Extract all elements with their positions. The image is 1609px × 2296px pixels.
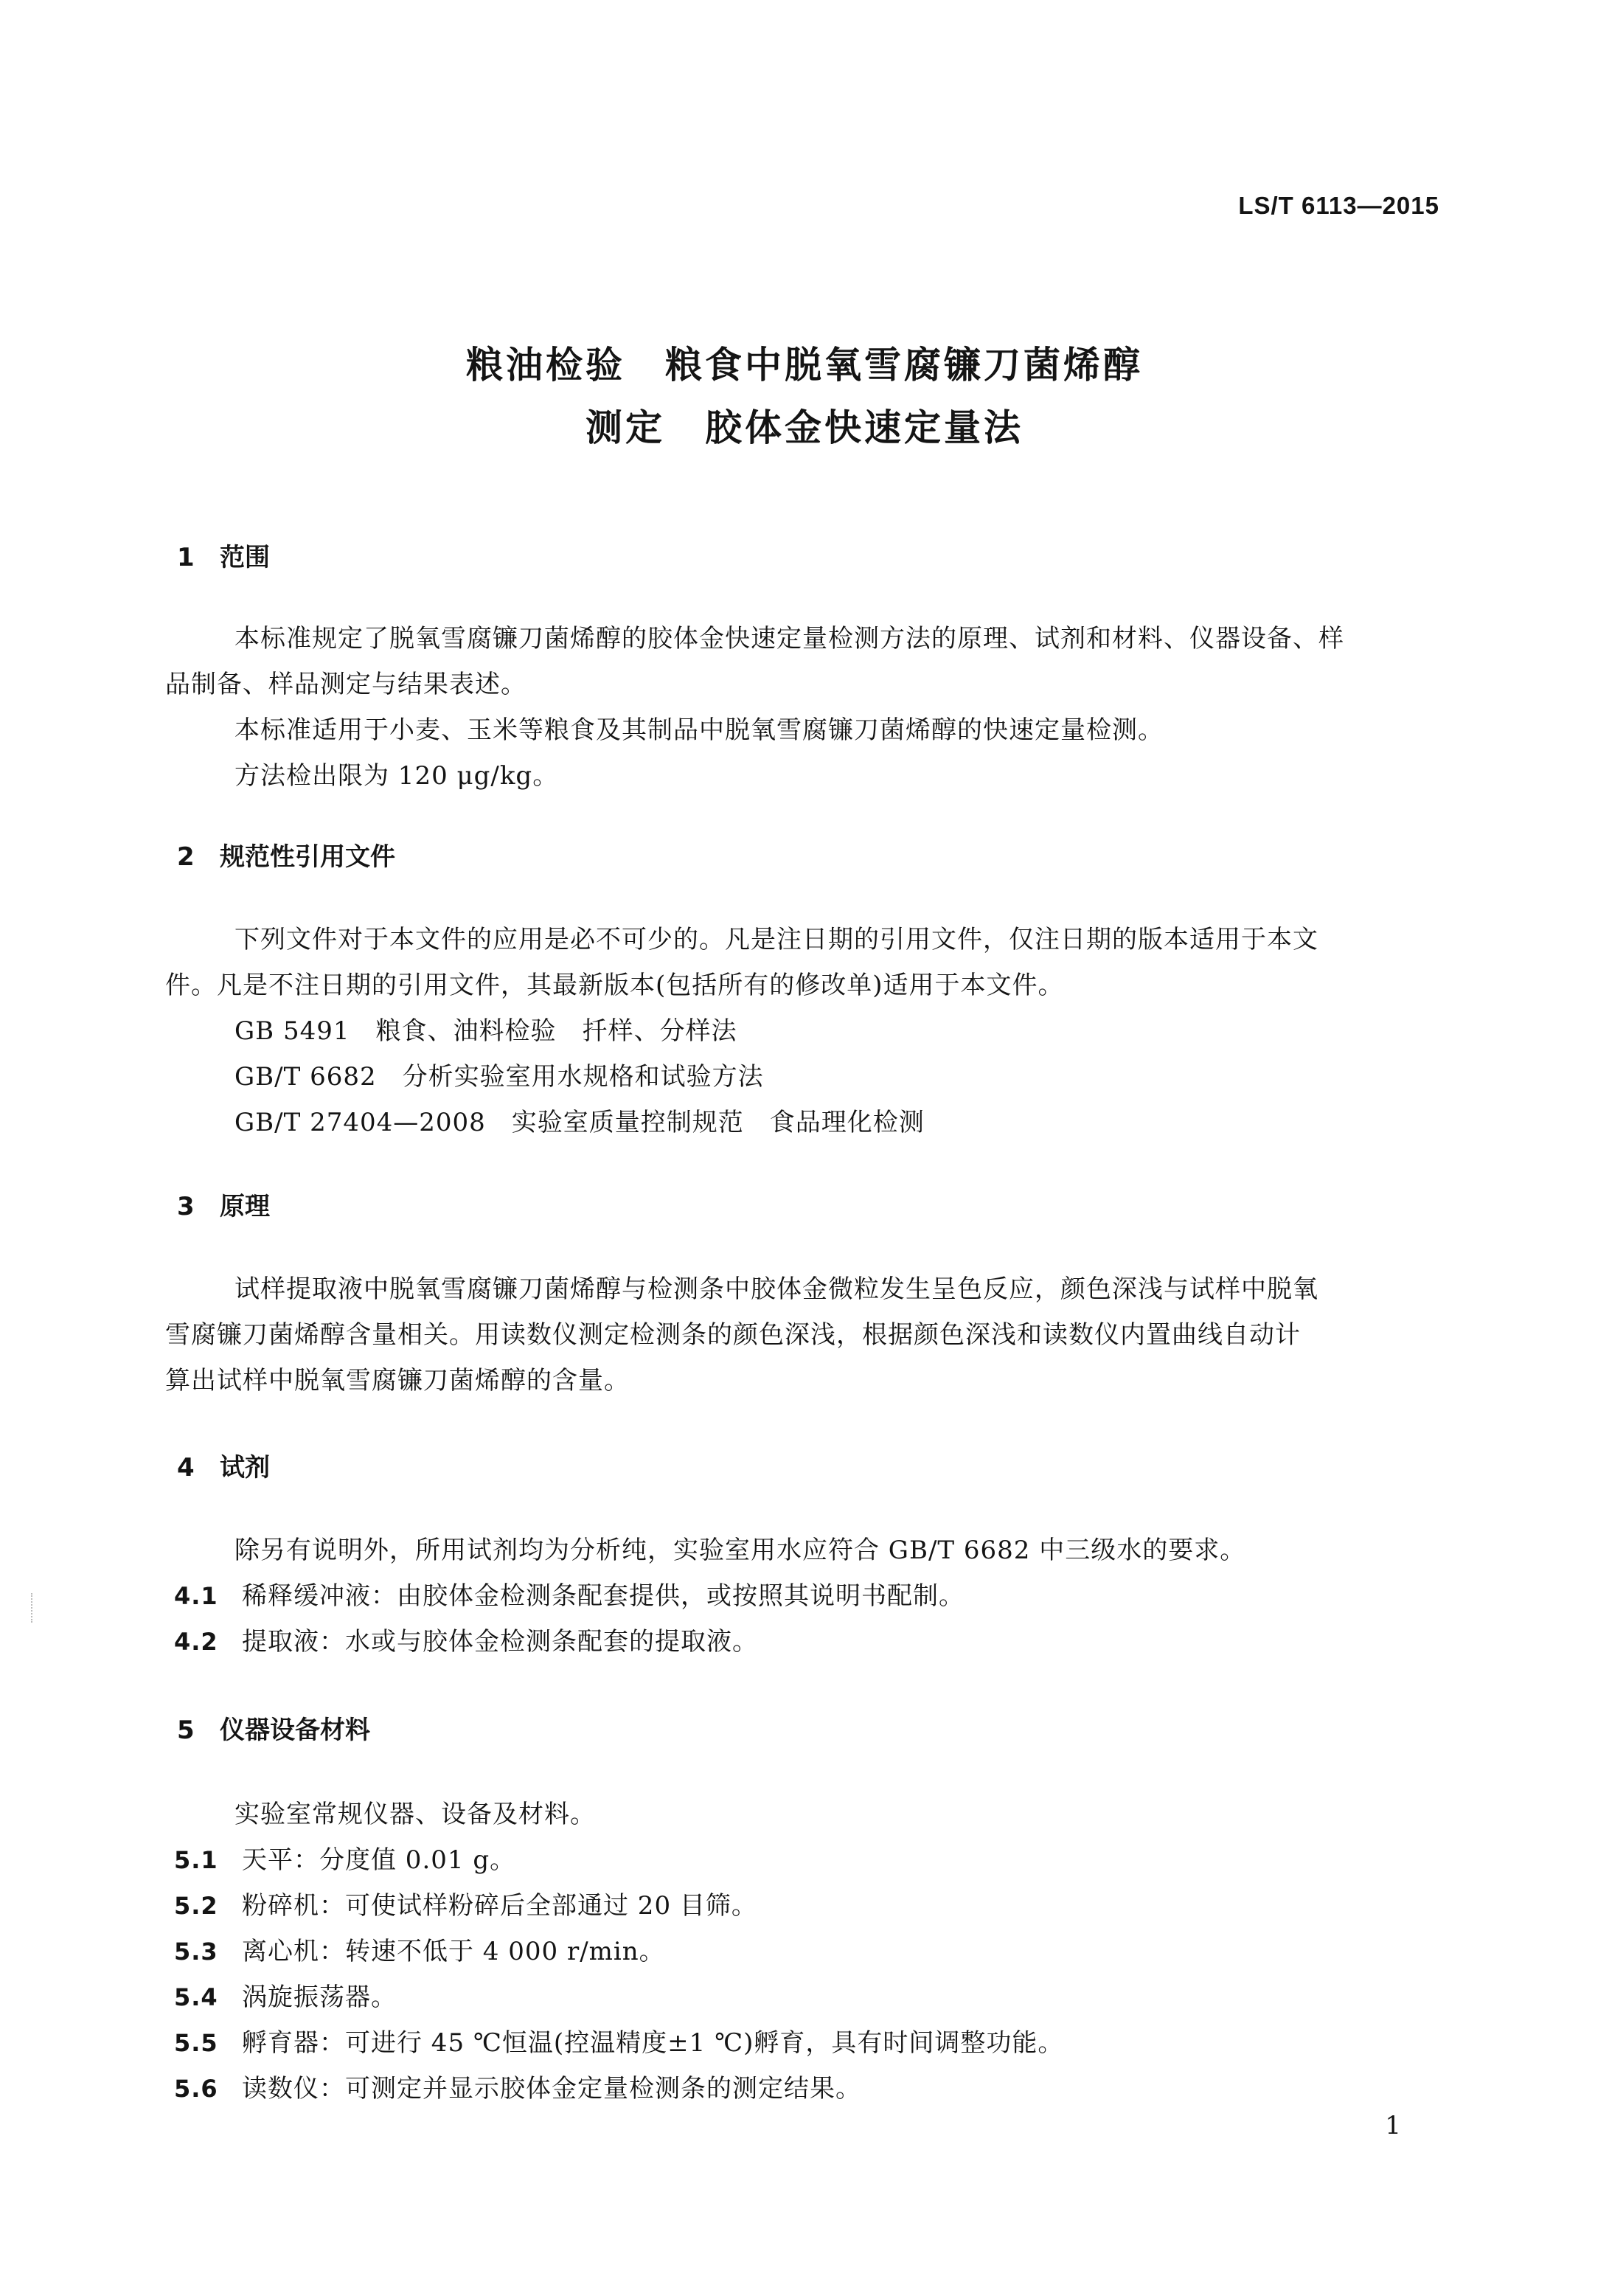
reference-item: GB/T 6682 分析实验室用水规格和试验方法 [234, 1062, 764, 1092]
clause-number: 5.1 [174, 1846, 218, 1874]
section-title: 试剂 [220, 1453, 270, 1482]
clause-number: 5.4 [174, 1983, 218, 2011]
section-5-heading [177, 1710, 370, 1746]
clause-5-1 [174, 1839, 515, 1876]
section-3-line-2: 雪腐镰刀菌烯醇含量相关。用读数仪测定检测条的颜色深浅，根据颜色深浅和读数仪内置曲线自动计 [165, 1320, 1301, 1350]
section-3-line-1: 试样提取液中脱氧雪腐镰刀菌烯醇与检测条中胶体金微粒发生呈色反应，颜色深浅与试样中脱氧 [234, 1274, 1318, 1304]
section-1-paragraph-1: 本标准规定了脱氧雪腐镰刀菌烯醇的胶体金快速定量检测方法的原理、试剂和材料、仪器设备、样 [234, 624, 1344, 653]
clause-5-2 [174, 1885, 757, 1921]
section-1-heading [177, 537, 270, 573]
section-number: 3 [177, 1192, 195, 1221]
clause-number: 4.1 [174, 1582, 218, 1610]
section-1-paragraph-1-cont: 品制备、样品测定与结果表述。 [165, 670, 527, 699]
clause-5-5 [174, 2022, 1063, 2059]
section-2-paragraph-1: 下列文件对于本文件的应用是必不可少的。凡是注日期的引用文件，仅注日期的版本适用于本文 [234, 925, 1318, 954]
clause-number: 5.6 [174, 2075, 218, 2103]
section-title: 规范性引用文件 [220, 842, 395, 872]
section-4-heading [177, 1447, 270, 1483]
clause-number: 5.3 [174, 1938, 218, 1966]
section-title: 范围 [220, 543, 270, 572]
clause-4-2 [174, 1621, 758, 1657]
clause-text: 读数仪：可测定并显示胶体金定量检测条的测定结果。 [242, 2074, 861, 2103]
clause-5-4 [174, 1977, 397, 2013]
section-number: 2 [177, 842, 195, 872]
section-4-paragraph-1: 除另有说明外，所用试剂均为分析纯，实验室用水应符合 GB/T 6682 中三级水的要求。 [234, 1536, 1246, 1565]
section-3-heading [177, 1186, 270, 1222]
section-2-paragraph-1-cont: 件。凡是不注日期的引用文件，其最新版本(包括所有的修改单)适用于本文件。 [165, 971, 1064, 1000]
section-2-heading [177, 836, 395, 873]
section-number: 5 [177, 1716, 195, 1745]
clause-text: 离心机：转速不低于 4 000 r/min。 [242, 1937, 665, 1966]
clause-text: 天平：分度值 0.01 g。 [242, 1845, 516, 1875]
section-number: 4 [177, 1453, 195, 1482]
clause-text: 涡旋振荡器。 [242, 1983, 397, 2012]
reference-item: GB 5491 粮食、油料检验 扦样、分样法 [234, 1016, 737, 1046]
standard-number: LS/T 6113—2015 [1238, 192, 1439, 219]
document-title-line1: 粮油检验 粮食中脱氧雪腐镰刀菌烯醇 [466, 344, 1143, 386]
clause-text: 孵育器：可进行 45 ℃恒温(控温精度±1 ℃)孵育，具有时间调整功能。 [242, 2028, 1064, 2058]
clause-text: 提取液：水或与胶体金检测条配套的提取液。 [242, 1627, 758, 1657]
section-title: 原理 [220, 1192, 270, 1221]
page-number: 1 [1385, 2111, 1401, 2140]
clause-5-6 [174, 2068, 861, 2104]
scan-mark [31, 1593, 34, 1623]
section-1-paragraph-3: 方法检出限为 120 μg/kg。 [234, 761, 559, 791]
section-title: 仪器设备材料 [220, 1716, 370, 1745]
section-3-line-3: 算出试样中脱氧雪腐镰刀菌烯醇的含量。 [165, 1366, 630, 1395]
document-title-line2: 测定 胶体金快速定量法 [585, 406, 1024, 449]
clause-number: 4.2 [174, 1628, 218, 1656]
clause-4-1 [174, 1575, 965, 1612]
reference-item: GB/T 27404—2008 实验室质量控制规范 食品理化检测 [234, 1108, 925, 1137]
clause-number: 5.5 [174, 2029, 218, 2057]
section-1-paragraph-2: 本标准适用于小麦、玉米等粮食及其制品中脱氧雪腐镰刀菌烯醇的快速定量检测。 [234, 715, 1164, 745]
clause-text: 稀释缓冲液：由胶体金检测条配套提供，或按照其说明书配制。 [242, 1581, 965, 1611]
clause-number: 5.2 [174, 1892, 218, 1920]
section-5-paragraph-1: 实验室常规仪器、设备及材料。 [234, 1800, 596, 1829]
section-number: 1 [177, 543, 195, 572]
clause-text: 粉碎机：可使试样粉碎后全部通过 20 目筛。 [242, 1891, 757, 1921]
clause-5-3 [174, 1931, 665, 1967]
